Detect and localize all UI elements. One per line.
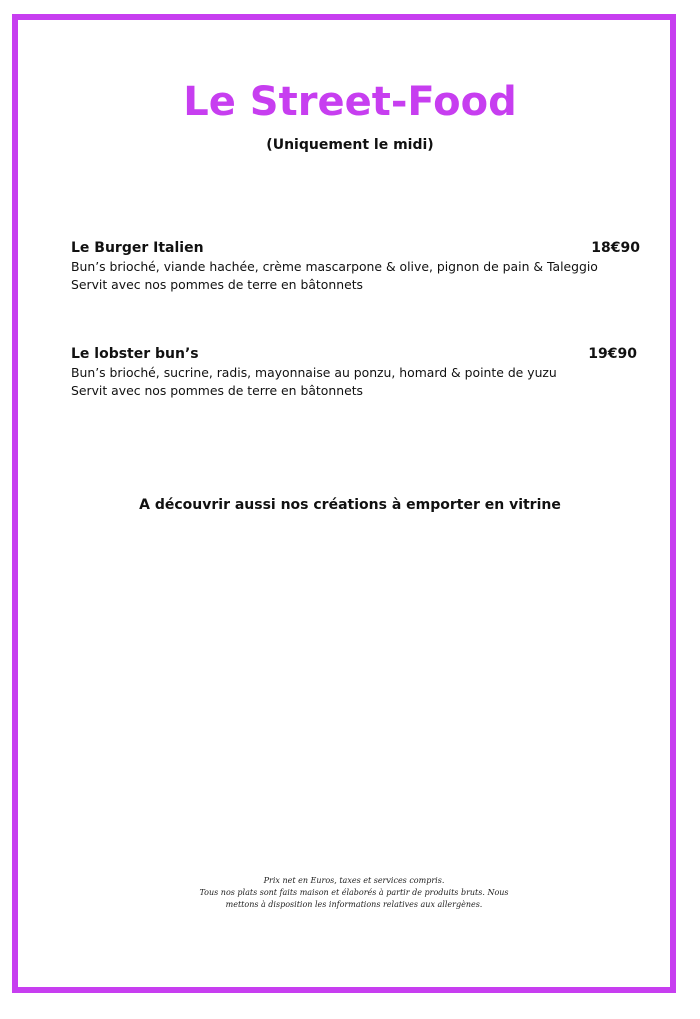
menu-item-name: Le Burger Italien: [71, 240, 204, 256]
menu-item-name: Le lobster bun’s: [71, 346, 199, 362]
menu-item-lobster-bun: [71, 345, 651, 400]
page-subtitle: (Uniquement le midi): [266, 137, 434, 153]
page-title: Le Street-Food: [183, 79, 517, 125]
menu-item-price: 18€90: [591, 240, 640, 256]
menu-item-description-line: Bun’s brioché, sucrine, radis, mayonnaise au ponzu, homard & pointe de yuzu: [71, 365, 557, 380]
menu-item-description-line: Servit avec nos pommes de terre en bâtonnets: [71, 383, 364, 398]
footer-line: Prix net en Euros, taxes et services compris.: [263, 876, 445, 885]
showcase-notice: A découvrir aussi nos créations à emporter en vitrine: [139, 497, 561, 513]
menu-item-price: 19€90: [588, 346, 637, 362]
footer-line: mettons à disposition les informations relatives aux allergènes.: [225, 900, 483, 909]
menu-item-description-line: Servit avec nos pommes de terre en bâtonnets: [71, 277, 364, 292]
footer-line: Tous nos plats sont faits maison et élaborés à partir de produits bruts. Nous: [199, 888, 509, 897]
menu-item-description-line: Bun’s brioché, viande hachée, crème mascarpone & olive, pignon de pain & Taleggio: [71, 259, 598, 274]
legal-footer: [184, 875, 524, 911]
menu-item-burger-italien: [71, 239, 651, 294]
